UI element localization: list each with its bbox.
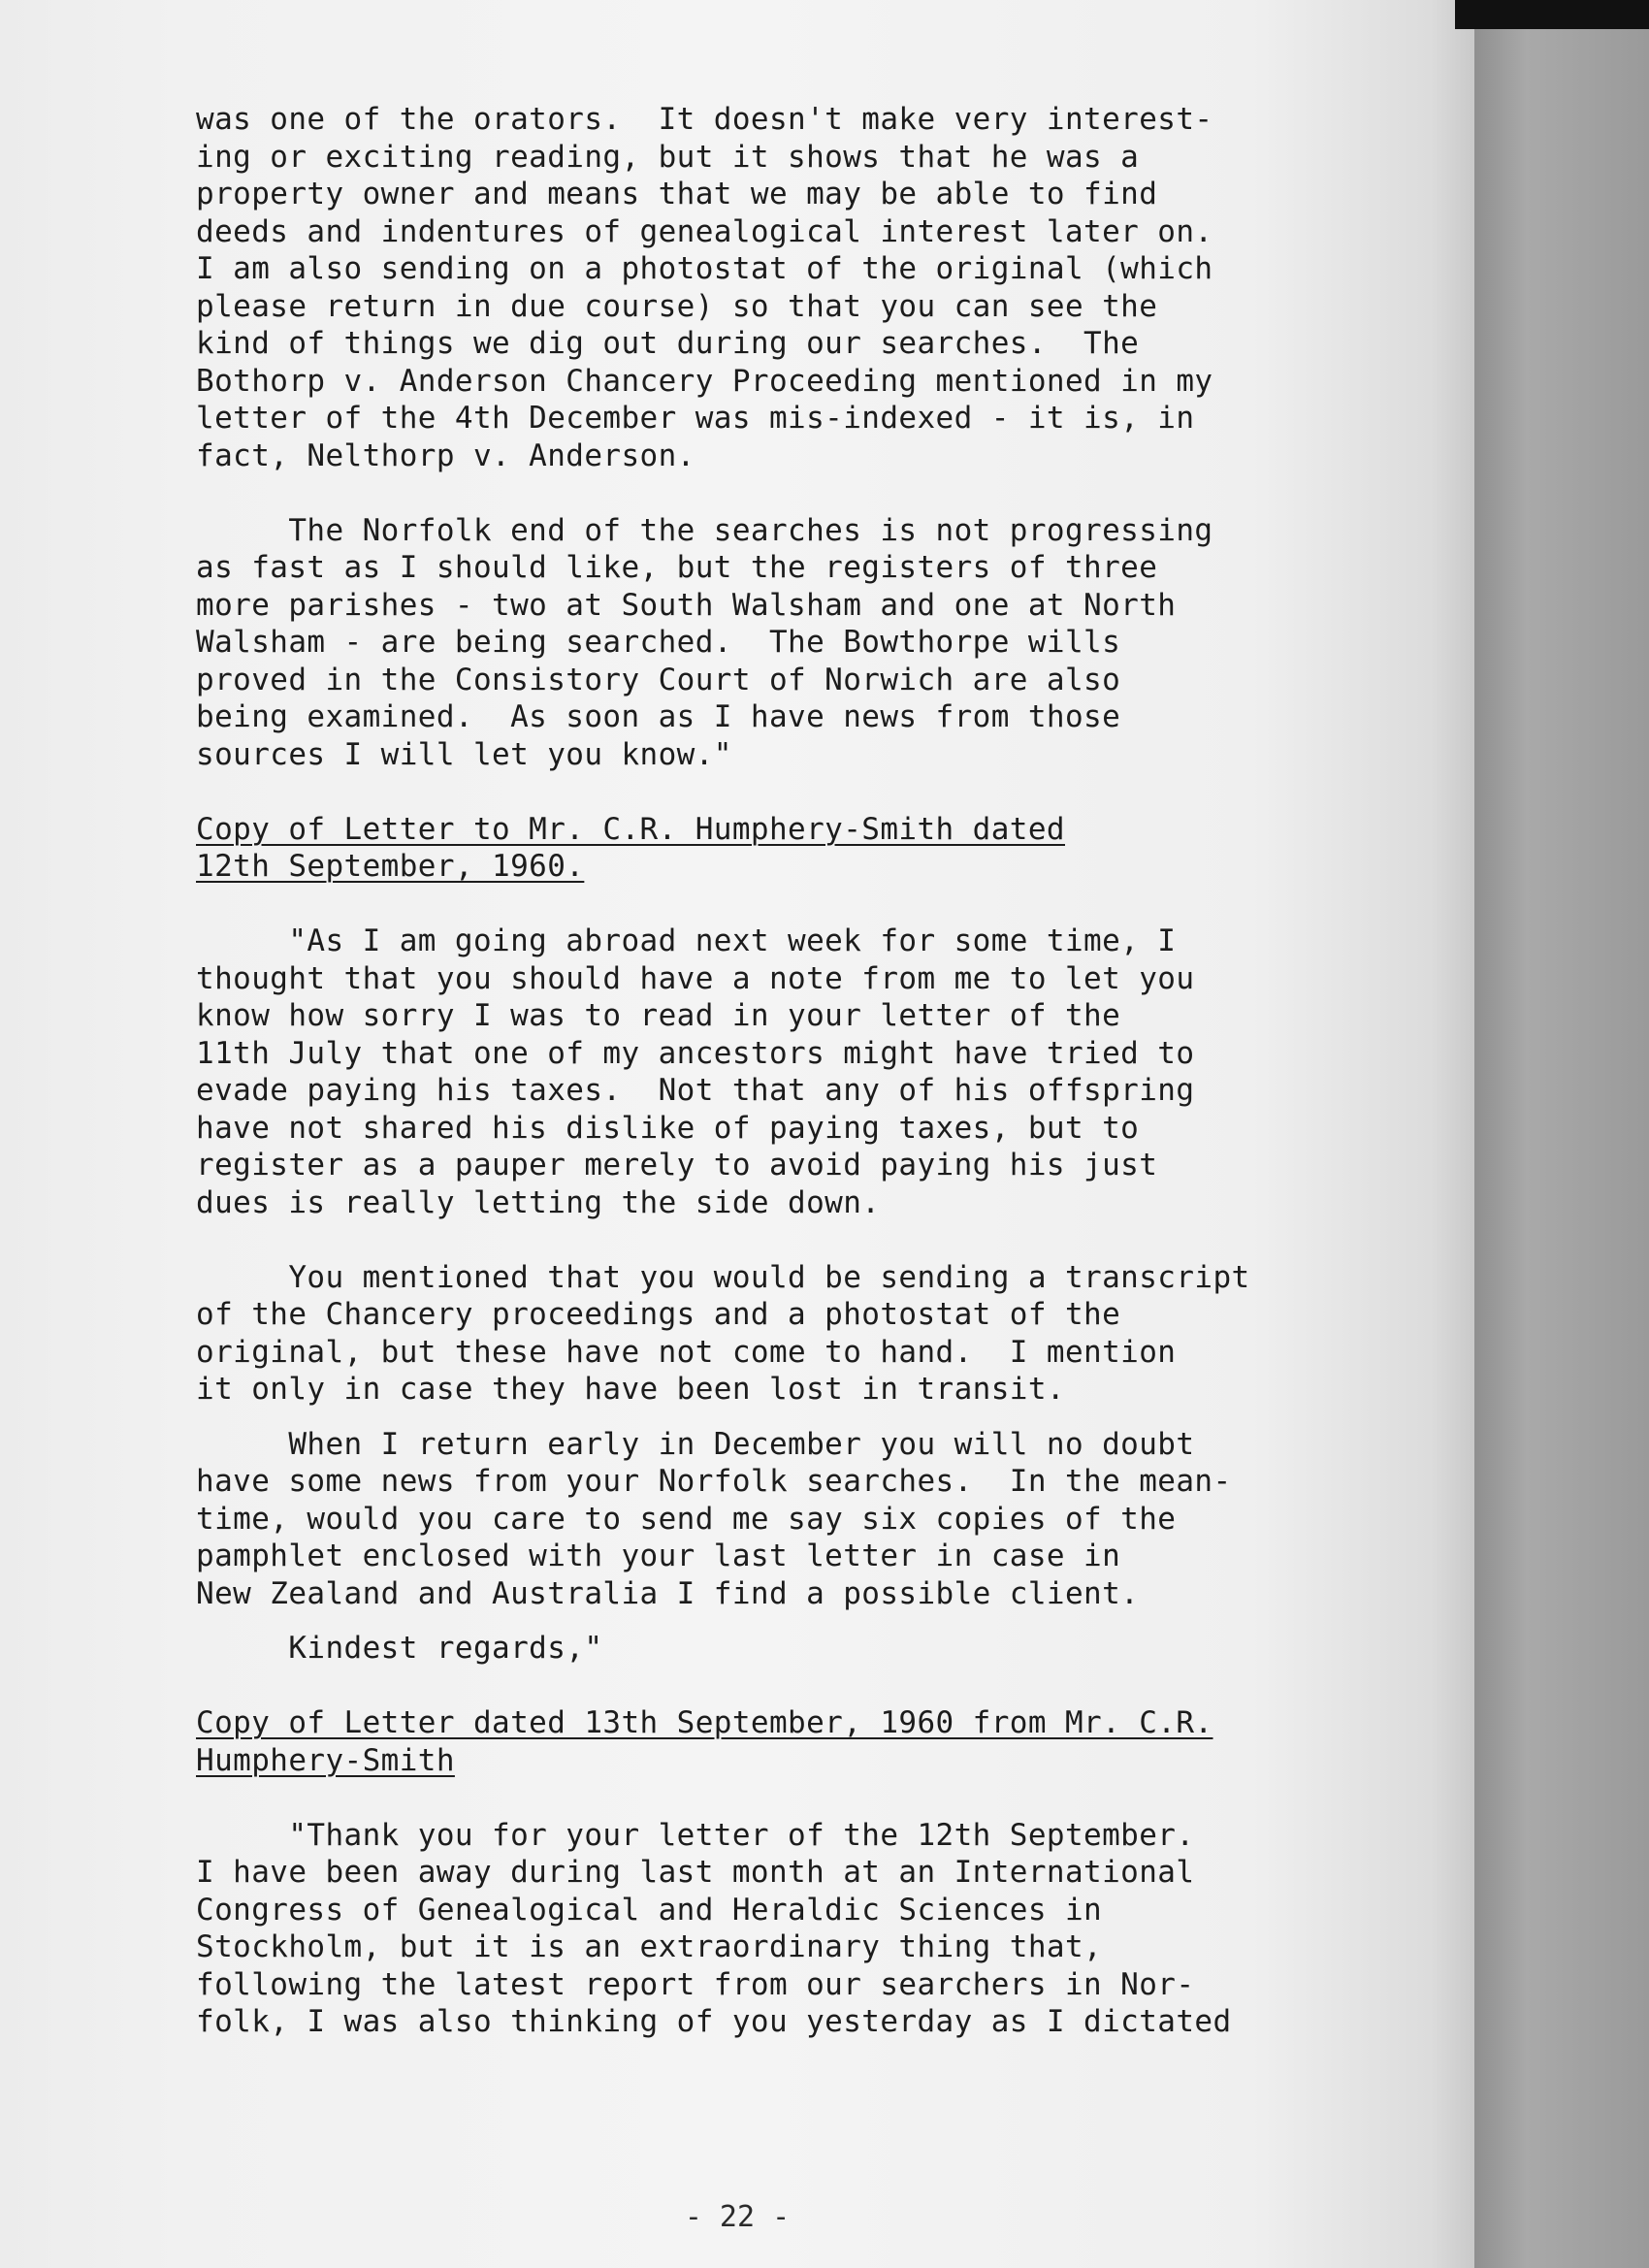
paragraph-going-abroad: [196, 923, 1341, 1221]
text-line: New Zealand and Australia I find a possible client.: [196, 1575, 1140, 1611]
text-line: Walsham - are being searched. The Bowthorpe wills: [196, 625, 1121, 660]
scanner-edge: [1455, 0, 1649, 29]
text-line: fact, Nelthorp v. Anderson.: [196, 437, 695, 473]
text-line: register as a pauper merely to avoid paying his just: [196, 1148, 1158, 1183]
letter-heading-12-september: [196, 811, 1341, 886]
text-line: following the latest report from our searchers in Nor-: [196, 1966, 1195, 2002]
text-line: I am also sending on a photostat of the original (which: [196, 251, 1213, 286]
heading-line: Humphery-Smith: [196, 1742, 455, 1778]
text-line: letter of the 4th December was mis-indexed - it is, in: [196, 401, 1195, 436]
text-line: thought that you should have a note from me to let you: [196, 960, 1195, 996]
heading-line: 12th September, 1960.: [196, 849, 585, 884]
text-line: "As I am going abroad next week for some time, I: [196, 923, 1177, 958]
text-line: When I return early in December you will no doubt: [196, 1426, 1195, 1462]
paragraph-return-december: [196, 1426, 1341, 1613]
text-line: 11th July that one of my ancestors might have tried to: [196, 1035, 1195, 1071]
text-line: more parishes - two at South Walsham and one at North: [196, 587, 1177, 623]
paragraph-thank-you: [196, 1817, 1341, 2041]
heading-line: Copy of Letter to Mr. C.R. Humphery-Smith dated: [196, 811, 1065, 847]
text-line: deeds and indentures of genealogical interest later on.: [196, 213, 1213, 249]
text-line: of the Chancery proceedings and a photostat of the: [196, 1297, 1121, 1332]
text-line: please return in due course) so that you can see the: [196, 288, 1158, 324]
text-line: folk, I was also thinking of you yesterday as I dictated: [196, 2004, 1232, 2039]
text-line: it only in case they have been lost in transit.: [196, 1372, 1065, 1407]
closing-line: Kindest regards,": [196, 1631, 603, 1666]
text-line: Congress of Genealogical and Heraldic Sciences in: [196, 1892, 1103, 1928]
text-line: Stockholm, but it is an extraordinary thing that,: [196, 1929, 1103, 1964]
text-line: have some news from your Norfolk searches. In the mean-: [196, 1464, 1232, 1499]
text-line: proved in the Consistory Court of Norwich are also: [196, 662, 1121, 697]
scanner-shadow: [1474, 0, 1649, 2268]
text-line: ing or exciting reading, but it shows that he was a: [196, 139, 1140, 175]
text-line: property owner and means that we may be able to find: [196, 177, 1158, 211]
paragraph-norfolk-searches: [196, 512, 1341, 774]
letter-heading-13-september: [196, 1704, 1341, 1779]
paragraph-orators: [196, 101, 1341, 474]
text-line: have not shared his dislike of paying taxes, but to: [196, 1110, 1140, 1146]
text-line: kind of things we dig out during our searches. The: [196, 326, 1140, 361]
text-line: time, would you care to send me say six copies of the: [196, 1501, 1177, 1537]
text-line: pamphlet enclosed with your last letter in case in: [196, 1539, 1121, 1573]
text-line: being examined. As soon as I have news from those: [196, 699, 1121, 734]
typed-letter-text: [196, 101, 1341, 2041]
text-line: You mentioned that you would be sending a transcript: [196, 1259, 1250, 1295]
text-line: sources I will let you know.": [196, 736, 732, 772]
text-line: evade paying his taxes. Not that any of his offspring: [196, 1073, 1195, 1108]
text-line: I have been away during last month at an International: [196, 1855, 1195, 1890]
paragraph-chancery-transcript: [196, 1259, 1341, 1409]
text-line: dues is really letting the side down.: [196, 1184, 881, 1220]
page-number: - 22 -: [684, 2200, 791, 2234]
heading-line: Copy of Letter dated 13th September, 1960 from Mr. C.R.: [196, 1705, 1213, 1740]
text-line: "Thank you for your letter of the 12th September.: [196, 1817, 1195, 1853]
text-line: know how sorry I was to read in your letter of the: [196, 998, 1121, 1033]
text-line: original, but these have not come to hand. I mention: [196, 1334, 1177, 1370]
text-line: was one of the orators. It doesn't make very interest-: [196, 102, 1213, 137]
text-line: as fast as I should like, but the registers of three: [196, 550, 1158, 585]
text-line: The Norfolk end of the searches is not progressing: [196, 512, 1213, 548]
text-line: Bothorp v. Anderson Chancery Proceeding mentioned in my: [196, 363, 1213, 399]
